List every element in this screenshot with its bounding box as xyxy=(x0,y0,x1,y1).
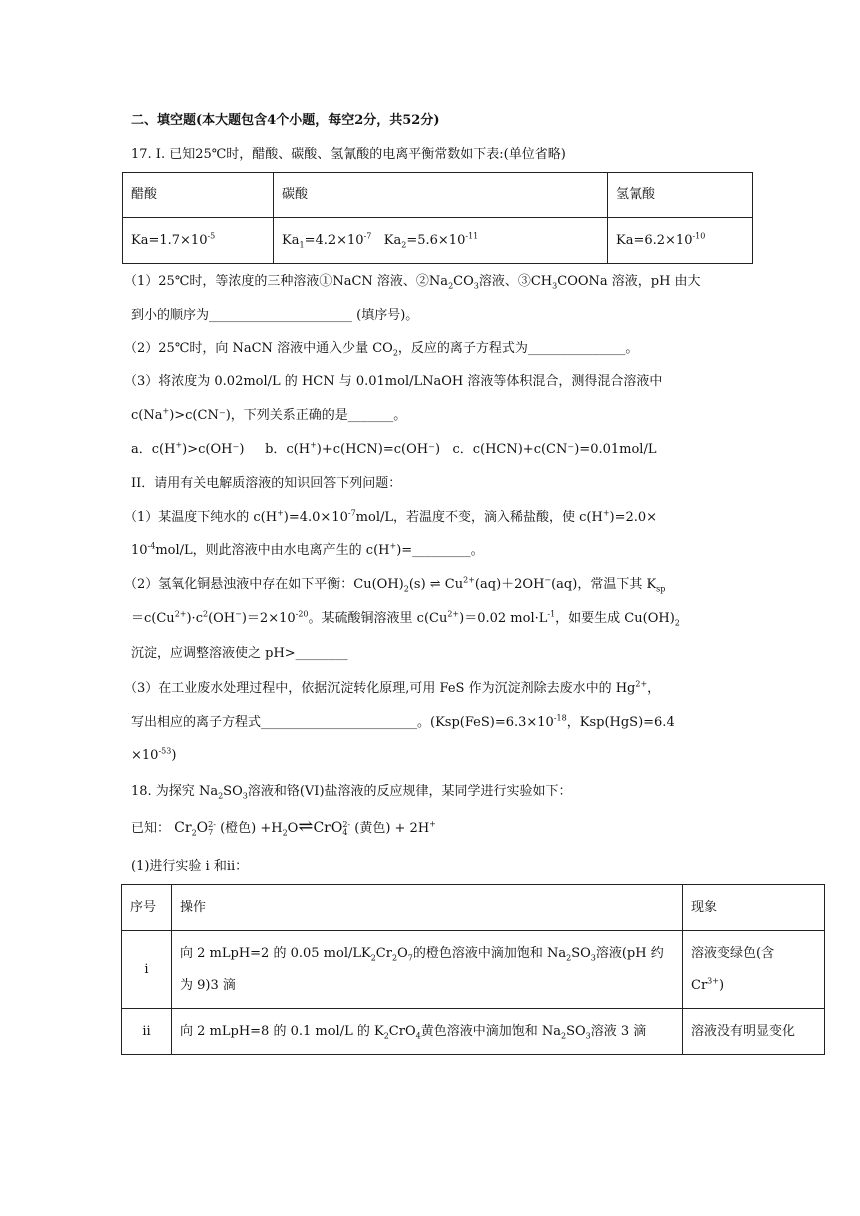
row1-observation: 溶液变绿色(含 $Cr^{3+}$) xyxy=(683,931,825,1009)
q17-p1-line2: 到小的顺序为______________________ (填序号)。 xyxy=(131,308,419,323)
row2-observation: 溶液没有明显变化 xyxy=(683,1009,825,1055)
ii3-line1: （3）在工业废水处理过程中，依据沉淀转化原理,可用 FeS 作为沉淀剂除去废水中的 $Hg^{2+}$， xyxy=(124,679,661,696)
ii2-line2: $=c(Cu^{2+})\cdot c^2(OH^-)=2\times 10^{-20}$。某硫酸铜溶液里 $c(Cu^{2+})=0.02$ $mol\cdot L^{-1}$，如要生成 $Cu(OH)_2$ xyxy=(131,609,680,628)
ka-hcn: $Ka=6.2\times 10^{-10}$ xyxy=(608,218,753,264)
row1-id: i xyxy=(122,931,172,1009)
q18-intro: 18. 为探究 $Na_2SO_3$溶液和铬(VI)盐溶液的反应规律，某同学进行实验如下： xyxy=(131,784,572,801)
ka-acetic: $Ka=1.7\times 10^{-5}$ xyxy=(123,218,274,264)
header-hcn: 氢氰酸 xyxy=(608,173,753,218)
ka-table xyxy=(122,172,753,264)
header-acetic: 醋酸 xyxy=(123,173,274,218)
ii2-line1: （2）氢氧化铜悬浊液中存在如下平衡：$Cu(OH)_2(s)$ ⇌ $Cu^{2+}(aq)+2OH^-(aq)$，常温下其 $K_{sp}$ xyxy=(124,575,666,594)
q17-p3-line2: c(Na+)>c(CN⁻)，下列关系正确的是_______。 xyxy=(131,406,407,423)
ka-carbonic: $Ka_1=4.2\times 10^{-7}$ $Ka_2=5.6\times 10^{-11}$ xyxy=(274,218,608,264)
ii2-line3: 沉淀，应调整溶液使之 pH>________ xyxy=(131,646,348,661)
row2-operation: 向 2 mLpH=8 的 0.1 mol/L 的 $K_2CrO_4$黄色溶液中滴加饱和 $Na_2SO_3$溶液 3 滴 xyxy=(172,1009,683,1055)
q17-intro: 17. Ⅰ. 已知25℃时，醋酸、碳酸、氢氰酸的电离平衡常数如下表:(单位省略) xyxy=(131,147,566,162)
experiment-table xyxy=(121,884,825,1055)
part2-intro: II．请用有关电解质溶液的知识回答下列问题： xyxy=(131,476,402,491)
row2-id: ii xyxy=(122,1009,172,1055)
q17-p2: （2）25℃时，向 NaCN 溶液中通入少量 $CO_2$，反应的离子方程式为_______________。 xyxy=(124,341,639,358)
q17-p1-line1: （1）25℃时，等浓度的三种溶液①NaCN 溶液、$②Na_2CO_3$溶液、$③CH_3COONa$ 溶液，pH 由大 xyxy=(124,274,701,291)
q18-known: 已知： $Cr_2O$ 2- 7 (橙色) $+H_2O\rightleftharpoons CrO$ 2- 4 (黄色) + 2H+ xyxy=(131,816,436,838)
header-carbonic: 碳酸 xyxy=(274,173,608,218)
ii3-line3: $\times 10^{-53}$) xyxy=(131,746,177,763)
ii3-line2: 写出相应的离子方程式________________________。($Ksp(FeS)=6.3\times 10^{-18}$，Ksp(HgS)=6.4 xyxy=(131,713,675,730)
header-operation: 操作 xyxy=(172,885,683,931)
ii1-line2: $10^{-4}mol/L$，则此溶液中由水电离产生的 c(H+)=_________。 xyxy=(131,541,484,558)
q18-p1: (1)进行实验 i 和ⅱ： xyxy=(131,859,249,874)
section-title: 二、填空题(本大题包含4个小题，每空2分，共52分) xyxy=(131,113,440,128)
q17-p3-line1: （3）将浓度为 0.02mol/L 的 HCN 与 0.01mol/LNaOH 溶液等体积混合，测得混合溶液中 xyxy=(124,374,663,389)
ii1-line1: （1）某温度下纯水的 $c(H^+)=4.0\times 10^{-7}mol/L$，若温度不变，滴入稀盐酸，使 c(H+)=2.0× xyxy=(124,508,658,525)
header-observation: 现象 xyxy=(683,885,825,931)
row1-operation: 向 2 mLpH=2 的 0.05 mol/$LK_2Cr_2O_7$的橙色溶液中滴加饱和 $Na_2SO_3$溶液(pH 约 为 9)3 滴 xyxy=(172,931,683,1009)
header-id: 序号 xyxy=(122,885,172,931)
q17-options: a．c(H+)>c(OH⁻) b．c(H+)+c(HCN)=c(OH⁻) c．c(HCN)+c(CN⁻)=0.01mol/L xyxy=(131,440,657,457)
